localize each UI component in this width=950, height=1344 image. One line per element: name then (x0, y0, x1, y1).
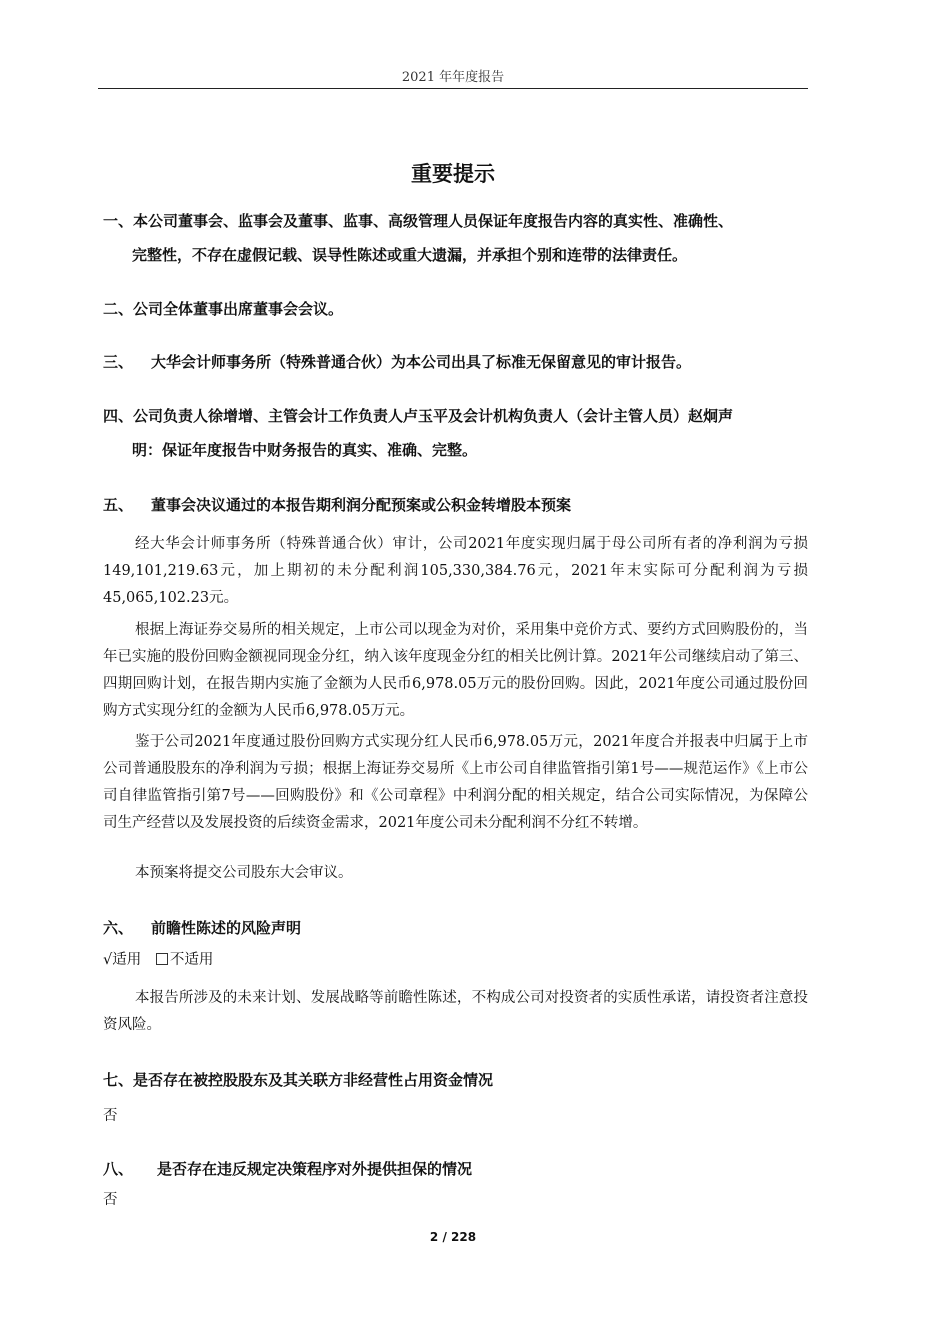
item-6 (103, 911, 813, 945)
item-8-number: 八、 (103, 1160, 134, 1178)
item-7 (103, 1063, 813, 1097)
section5-paragraph-1: 经大华会计师事务所（特殊普通合伙）审计，公司2021年度实现归属于母公司所有者的净利润为亏损149,101,219.63元，加上期初的未分配利润105,330,384.76元，2021年末实际可分配利润为亏损45,065,102.23元。 (103, 536, 808, 606)
item-8-answer: 否 (103, 1192, 118, 1208)
item-4-text: 公司负责人徐增增、主管会计工作负责人卢玉平及会计机构负责人（会计主管人员）赵炯声 (133, 407, 734, 425)
item-1-number: 一、 (103, 212, 134, 230)
item-4-number: 四、 (103, 407, 134, 425)
item-2 (103, 292, 813, 326)
item-4-text-cont: 明：保证年度报告中财务报告的真实、准确、完整。 (132, 441, 478, 459)
section6-paragraph: 本报告所涉及的未来计划、发展战略等前瞻性陈述，不构成公司对投资者的实质性承诺，请投资者注意投资风险。 (103, 990, 808, 1033)
item-2-text: 公司全体董事出席董事会会议。 (133, 300, 344, 318)
not-applicable-option (156, 952, 214, 968)
item-5 (103, 488, 813, 522)
item-8 (103, 1152, 813, 1186)
page-title: 重要提示 (411, 162, 495, 186)
item-8-text: 是否存在违反规定决策程序对外提供担保的情况 (157, 1160, 473, 1178)
item-3-number: 三、 (103, 353, 134, 371)
item-1-text-cont: 完整性，不存在虚假记载、误导性陈述或重大遗漏，并承担个别和连带的法律责任。 (132, 246, 688, 264)
page-header: 2021 年年度报告 (401, 70, 505, 85)
section5-paragraph-4: 本预案将提交公司股东大会审议。 (135, 865, 353, 881)
not-applicable-label: 不适用 (169, 952, 214, 968)
item-6-number: 六、 (103, 919, 134, 937)
page-number: 2 / 228 (429, 1230, 477, 1244)
item-1 (103, 204, 813, 272)
item-7-number: 七、 (103, 1071, 134, 1089)
item-7-text: 是否存在被控股股东及其关联方非经营性占用资金情况 (133, 1071, 494, 1089)
header-divider (98, 88, 808, 89)
item-4 (103, 399, 813, 467)
item-5-text: 董事会决议通过的本报告期利润分配预案或公积金转增股本预案 (151, 496, 572, 514)
item-3-text: 大华会计师事务所（特殊普通合伙）为本公司出具了标准无保留意见的审计报告。 (151, 353, 692, 371)
item-1-text: 本公司董事会、监事会及董事、监事、高级管理人员保证年度报告内容的真实性、准确性、 (133, 212, 734, 230)
section5-paragraph-2: 根据上海证券交易所的相关规定，上市公司以现金为对价，采用集中竞价方式、要约方式回购股份的，当年已实施的股份回购金额视同现金分红，纳入该年度现金分红的相关比例计算。2021年公司继续启动了第三、四期回购计划，在报告期内实施了金额为人民币6,978.05万元的股份回购。因此，2021年度公司通过股份回购方式实现分红的金额为人民币6,978.05万元。 (103, 622, 808, 719)
item-7-answer: 否 (103, 1108, 118, 1124)
item-6-text: 前瞻性陈述的风险声明 (151, 919, 302, 937)
applicable-option: √适用 (103, 952, 142, 968)
item-5-number: 五、 (103, 496, 134, 514)
item-3 (103, 345, 813, 379)
applicability-options (103, 947, 213, 974)
item-2-number: 二、 (103, 300, 134, 318)
section5-paragraph-3: 鉴于公司2021年度通过股份回购方式实现分红人民币6,978.05万元，2021年度合并报表中归属于上市公司普通股股东的净利润为亏损；根据上海证券交易所《上市公司自律监管指引第1号——规范运作》《上市公司自律监管指引第7号——回购股份》和《公司章程》中利润分配的相关规定，结合公司实际情况，为保障公司生产经营以及发展投资的后续资金需求，2021年度公司未分配利润不分红不转增。 (103, 734, 808, 831)
checkbox-icon (156, 953, 168, 965)
